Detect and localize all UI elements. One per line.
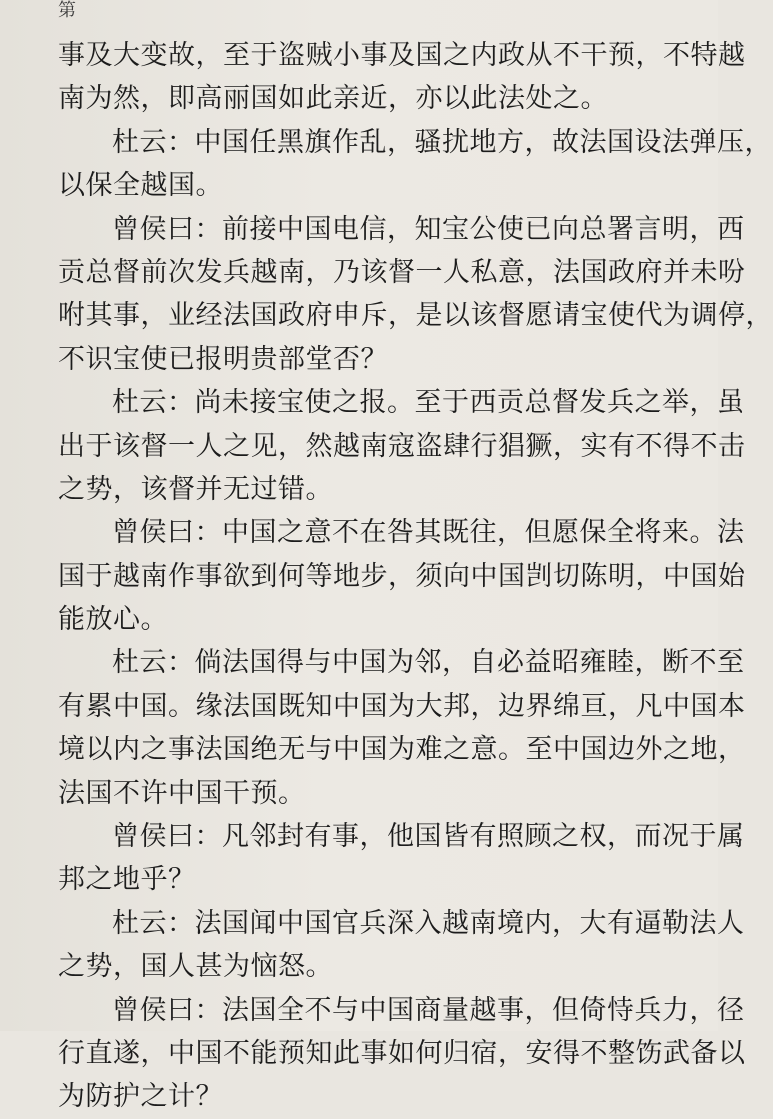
text-line: 杜云：倘法国得与中国为邻，自必益昭雍睦，断不至 xyxy=(112,647,745,679)
body-text xyxy=(58,34,773,1119)
text-line: 有累中国。缘法国既知中国为大邦，边界绵亘，凡中国本 xyxy=(58,690,746,722)
text-line: 能放心。 xyxy=(58,604,168,636)
text-line: 曾侯曰：凡邻封有事，他国皆有照顾之权，而况于属 xyxy=(112,821,745,853)
text-line: 不识宝使已报明贵部堂否？ xyxy=(58,343,388,375)
text-line: 贡总督前次发兵越南，乃该督一人私意，法国政府并未吩 xyxy=(58,256,746,288)
text-line: 事及大变故，至于盗贼小事及国之内政从不干预，不特越 xyxy=(58,40,746,71)
text-line: 杜云：法国闻中国官兵深入越南境内，大有逼勒法人 xyxy=(112,907,745,939)
text-line: 国于越南作事欲到何等地步，须向中国剀切陈明，中国始 xyxy=(58,560,746,592)
text-line: 曾侯曰：中国之意不在咎其既往，但愿保全将来。法 xyxy=(112,517,745,549)
text-line: 曾侯曰：法国全不与中国商量越事，但倚恃兵力，径 xyxy=(112,994,745,1026)
text-line: 为防护之计？ xyxy=(58,1081,223,1113)
text-line: 出于该督一人之见，然越南寇盗肆行猖獗，实有不得不击 xyxy=(58,430,746,462)
page-header-fragment: 第 xyxy=(58,0,77,21)
text-line: 行直遂，中国不能预知此事如何归宿，安得不整饬武备以 xyxy=(58,1037,746,1069)
text-line: 杜云：尚未接宝使之报。至于西贡总督发兵之举，虽 xyxy=(112,387,745,419)
text-line: 境以内之事法国绝无与中国为难之意。至中国边外之地， xyxy=(58,734,746,766)
text-line: 之势，国人甚为恼怒。 xyxy=(58,951,333,983)
text-line: 以保全越国。 xyxy=(58,170,223,202)
text-line: 南为然，即高丽国如此亲近，亦以此法处之。 xyxy=(58,83,608,115)
text-line: 咐其事，业经法国政府申斥，是以该督愿请宝使代为调停， xyxy=(58,300,773,332)
text-line: 之势，该督并无过错。 xyxy=(58,473,333,505)
text-line: 法国不许中国干预。 xyxy=(58,777,306,809)
text-line: 曾侯曰：前接中国电信，知宝公使已向总署言明，西 xyxy=(112,213,745,245)
text-line: 邦之地乎？ xyxy=(58,864,196,896)
text-line: 杜云：中国任黑旗作乱，骚扰地方，故法国设法弹压， xyxy=(112,126,772,158)
